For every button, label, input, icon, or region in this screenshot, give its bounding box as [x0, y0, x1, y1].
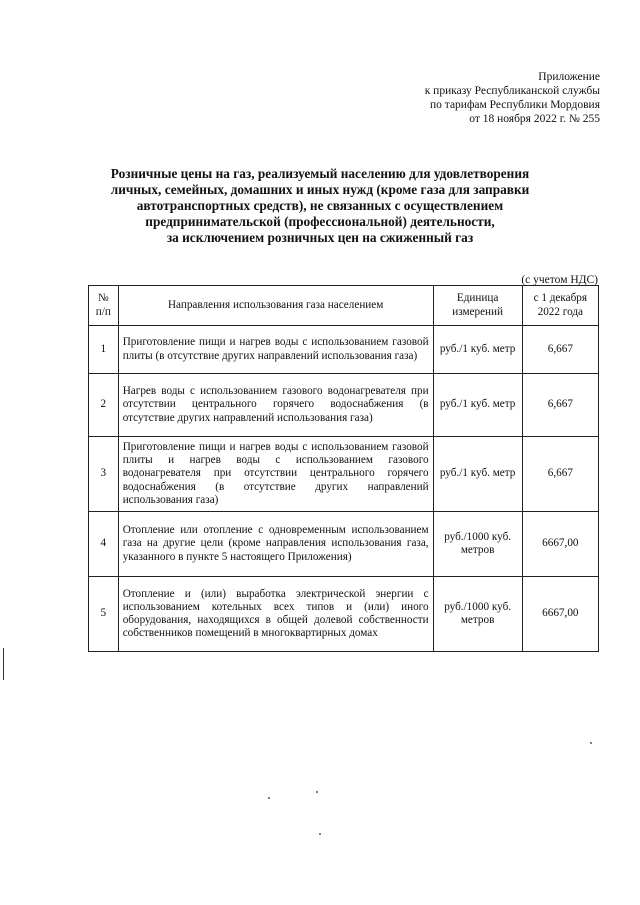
- title-line: автотранспортных средств), не связанных с осуществлением: [136, 198, 504, 213]
- scan-margin-mark: [3, 648, 4, 680]
- row-price: 6,667: [522, 437, 598, 512]
- row-direction: Приготовление пищи и нагрев воды с использованием газовой плиты (в отсутствие других направлений использования газа): [118, 326, 433, 374]
- tariff-table: [88, 285, 599, 652]
- table-row: [89, 374, 599, 437]
- scan-speck: [316, 791, 318, 793]
- title-line: Розничные цены на газ, реализуемый населению для удовлетворения: [110, 166, 530, 181]
- document-title: [60, 166, 580, 246]
- header-direction: Направления использования газа населением: [118, 286, 433, 326]
- appendix-line: к приказу Республиканской службы: [424, 85, 600, 97]
- row-price: 6,667: [522, 326, 598, 374]
- appendix-line: от 18 ноября 2022 г. № 255: [469, 113, 600, 125]
- row-unit: руб./1 куб. метр: [433, 374, 522, 437]
- row-unit: руб./1 куб. метр: [433, 326, 522, 374]
- row-direction: Приготовление пищи и нагрев воды с использованием газовой плиты и нагрев воды с использованием газового водонагревателя при отсутствии центрального горячего водоснабжения (в отсутствие других направлений использования газа): [118, 437, 433, 512]
- row-unit: руб./1 куб. метр: [433, 437, 522, 512]
- row-num: 3: [89, 437, 119, 512]
- row-direction: Нагрев воды с использованием газового водонагревателя при отсутствии центрального горячего водоснабжения (в отсутствие других направлений использования газа): [118, 374, 433, 437]
- row-price: 6667,00: [522, 512, 598, 577]
- row-direction: Отопление или отопление с одновременным использованием газа на другие цели (кроме направления использования газа, указанного в пункте 5 настоящего Приложения): [118, 512, 433, 577]
- scan-speck: [319, 833, 321, 835]
- scan-speck: [590, 742, 592, 744]
- row-direction: Отопление и (или) выработка электрической энергии с использованием котельных всех типов и (или) иного оборудования, находящихся в общей долевой собственности собственников помещений в многоквартирных домах: [118, 577, 433, 652]
- row-price: 6,667: [522, 374, 598, 437]
- scan-speck: [268, 797, 270, 799]
- row-num: 5: [89, 577, 119, 652]
- header-num: № п/п: [89, 286, 119, 326]
- title-line: предпринимательской (профессиональной) деятельности,: [145, 214, 495, 229]
- header-unit: Единица измерений: [433, 286, 522, 326]
- row-num: 4: [89, 512, 119, 577]
- table-row: [89, 512, 599, 577]
- row-num: 1: [89, 326, 119, 374]
- appendix-line: Приложение: [538, 71, 600, 83]
- table-row: [89, 437, 599, 512]
- row-price: 6667,00: [522, 577, 598, 652]
- header-price: с 1 декабря 2022 года: [522, 286, 598, 326]
- table-row: [89, 577, 599, 652]
- row-unit: руб./1000 куб. метров: [433, 577, 522, 652]
- table-row: [89, 326, 599, 374]
- appendix-block: [425, 70, 600, 126]
- title-line: личных, семейных, домашних и иных нужд (кроме газа для заправки: [110, 182, 530, 197]
- vat-note: (с учетом НДС): [521, 274, 598, 286]
- table-header-row: [89, 286, 599, 326]
- title-line: за исключением розничных цен на сжиженный газ: [166, 230, 474, 245]
- appendix-line: по тарифам Республики Мордовия: [430, 99, 600, 111]
- row-unit: руб./1000 куб. метров: [433, 512, 522, 577]
- row-num: 2: [89, 374, 119, 437]
